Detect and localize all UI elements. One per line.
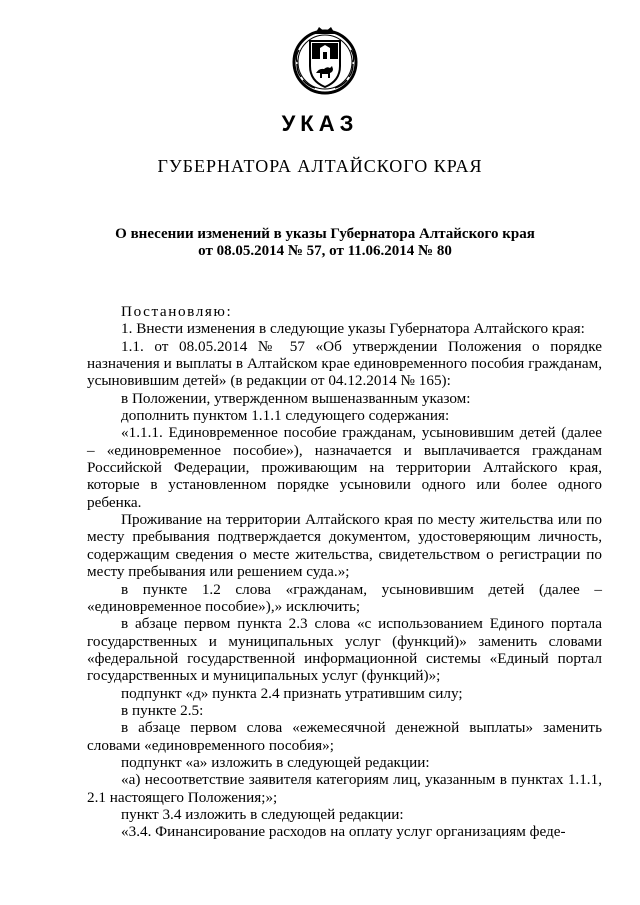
paragraph: подпункт «д» пункта 2.4 признать утратившим силу; [121,684,463,702]
paragraph: в пункте 1.2 слова «гражданам, усыновившим детей (далее – «единовременное пособие»),» исключить; [87,580,602,615]
paragraph: Постановляю: [121,303,233,320]
paragraph: «а) несоответствие заявителя категориям лиц, указанным в пунктах 1.1.1, 2.1 настоящего Положения;»; [87,771,602,806]
paragraph: дополнить пунктом 1.1.1 следующего содержания: [121,407,450,425]
paragraph: подпункт «а» изложить в следующей редакции: [121,753,430,771]
paragraph: 1. Внести изменения в следующие указы Губернатора Алтайского края: [121,320,585,338]
paragraph: в абзаце первом пункта 2.3 слова «с использованием Единого портала государственных и муниципальных услуг (функций)» заменить словами «федеральной государственной информационной системы «Единый портал государственных и муниципальных услуг (функций)»; [87,615,602,685]
paragraph: пункт 3.4 изложить в следующей редакции: [121,805,404,823]
paragraph: «3.4. Финансирование расходов на оплату услуг организациям феде- [121,823,566,841]
paragraph: Проживание на территории Алтайского края по месту жительства или по месту пребывания подтверждается документом, удостоверяющим личность, содержащим сведения о месте жительства, свидетельством о регистрации по месту пребывания или решением суда.»; [87,511,602,581]
paragraph: в Положении, утвержденном вышеназванным указом: [121,389,471,407]
issuing-authority: ГУБЕРНАТОРА АЛТАЙСКОГО КРАЯ [157,156,483,176]
document-body [87,303,602,841]
paragraph: в абзаце первом слова «ежемесячной денежной выплаты» заменить словами «единовременного пособия»; [87,719,602,754]
paragraph: 1.1. от 08.05.2014 № 57 «Об утверждении Положения о порядке назначения и выплаты в Алтайском крае единовременного пособия гражданам, усыновившим детей» (в редакции от 04.12.2014 № 165): [87,337,602,390]
document-title-line: от 08.05.2014 № 57, от 11.06.2014 № 80 [198,243,452,259]
paragraph: в пункте 2.5: [121,701,204,719]
coat-of-arms-emblem [291,26,359,100]
document-title [110,226,540,260]
paragraph: «1.1.1. Единовременное пособие гражданам, усыновившим детей (далее – «единовременное пособие»), назначается и выплачивается гражданам Российской Федерации, проживающим на территории Алтайского края, которые в установленном порядке усыновили одного или более одного ребенка. [87,424,602,511]
decree-heading: УКАЗ [281,111,359,136]
document-title-line: О внесении изменений в указы Губернатора Алтайского края [115,226,535,242]
